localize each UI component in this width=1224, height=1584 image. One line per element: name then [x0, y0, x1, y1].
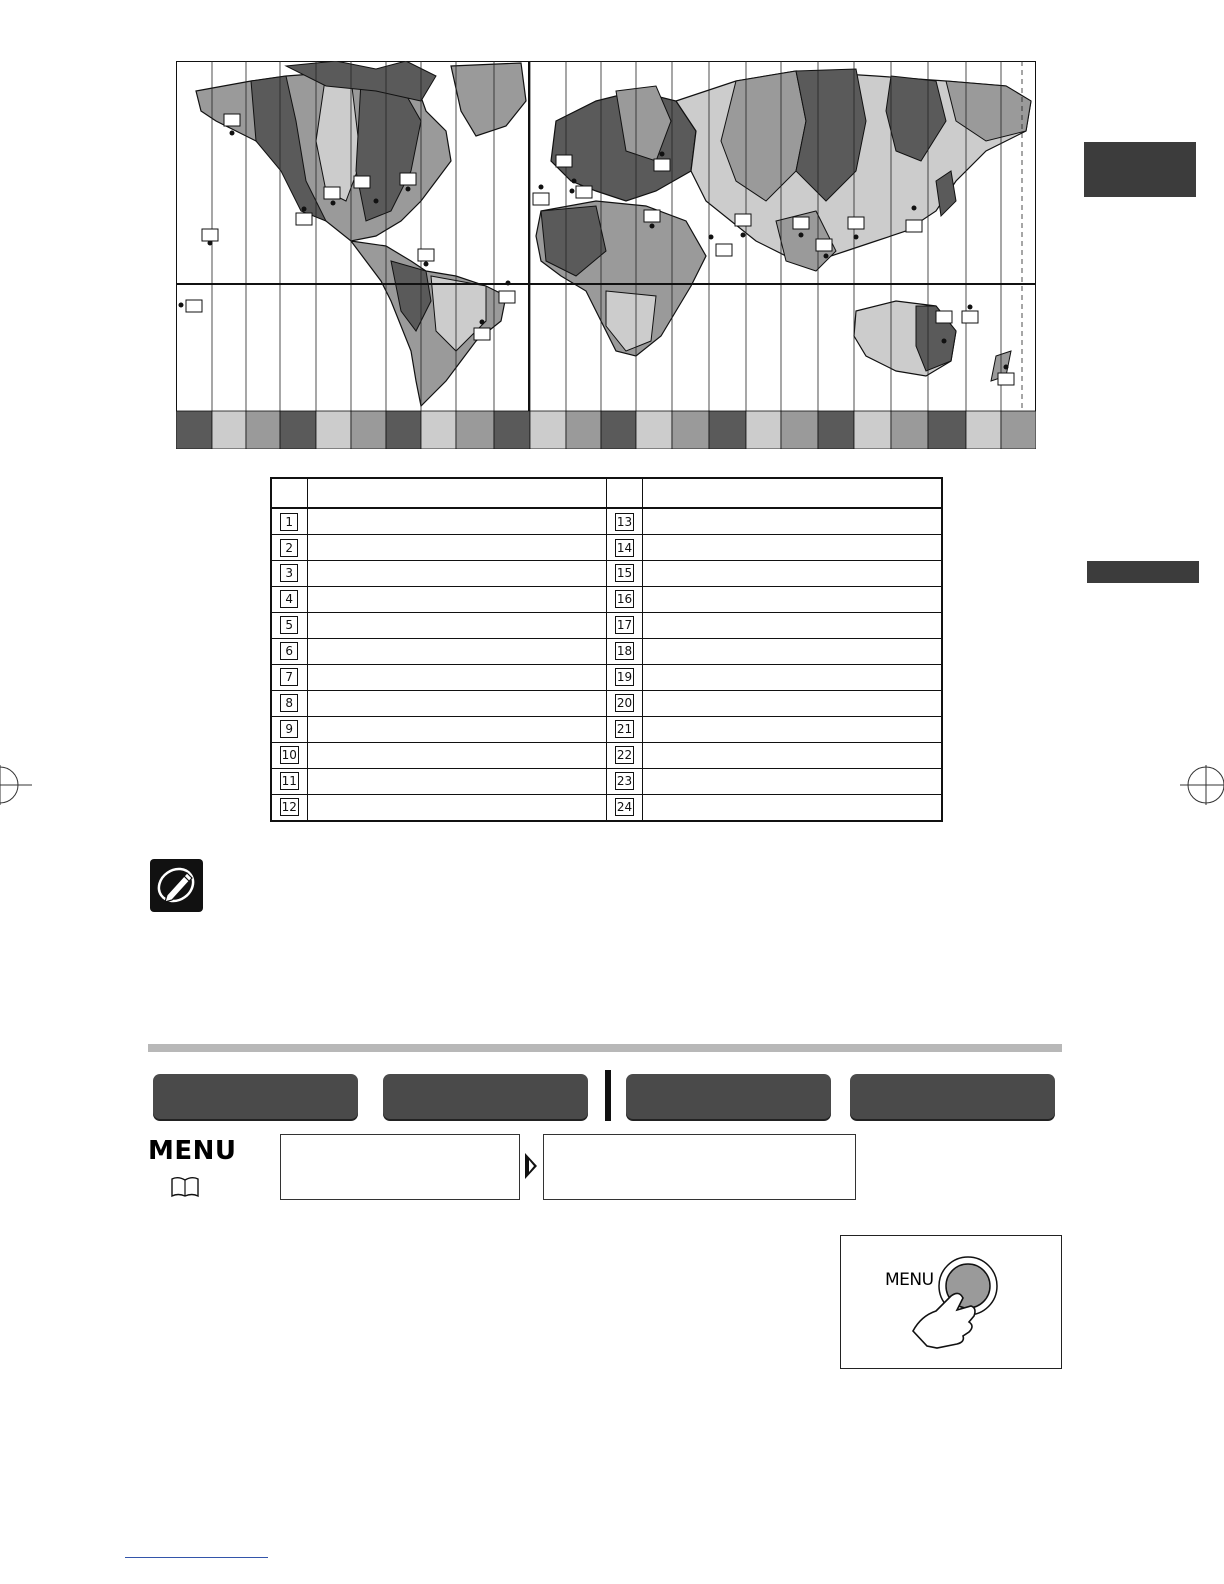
city-cell	[307, 612, 607, 638]
table-row	[271, 612, 942, 638]
section-tab	[1087, 561, 1199, 583]
mode-button-2	[383, 1074, 588, 1119]
zone-number-cell	[271, 664, 307, 690]
world-time-zone-map	[176, 61, 1036, 449]
menu-path-box-1	[280, 1134, 520, 1200]
city-cell	[307, 716, 607, 742]
zone-number-cell	[607, 664, 643, 690]
zone-number: 10	[281, 748, 297, 763]
mode-button-3	[626, 1074, 831, 1119]
zone-number-cell	[271, 794, 307, 821]
table-row	[271, 716, 942, 742]
mode-button-1	[153, 1074, 358, 1119]
city-cell	[643, 535, 943, 561]
zone-number-cell	[607, 586, 643, 612]
header-cell	[607, 478, 643, 508]
zone-number-cell	[271, 690, 307, 716]
city-cell	[643, 742, 943, 768]
city-cell	[643, 638, 943, 664]
menu-button-label: MENU	[885, 1270, 934, 1290]
table-row	[271, 508, 942, 535]
crosshair-icon	[1180, 765, 1224, 805]
zone-number-cell	[607, 612, 643, 638]
zone-number: 16	[616, 592, 633, 607]
book-reference-icon	[170, 1176, 200, 1198]
menu-button-illustration	[840, 1235, 1062, 1369]
zone-number-cell	[271, 535, 307, 561]
finger-press-icon	[841, 1236, 1061, 1368]
zone-number: 13	[616, 514, 633, 529]
zone-number: 17	[616, 618, 633, 633]
zone-number-cell	[271, 716, 307, 742]
zone-number-cell	[271, 508, 307, 535]
menu-label: MENU	[148, 1136, 237, 1166]
footer-link-rule	[125, 1557, 268, 1558]
menu-path-box-2	[543, 1134, 856, 1200]
city-cell	[307, 535, 607, 561]
table-row	[271, 664, 942, 690]
table-row	[271, 638, 942, 664]
section-divider	[148, 1044, 1062, 1052]
zone-number-cell	[607, 794, 643, 821]
zone-number-cell	[271, 612, 307, 638]
table-row	[271, 794, 942, 821]
zone-number: 7	[280, 668, 298, 686]
table-row	[271, 535, 942, 561]
city-cell	[307, 742, 607, 768]
city-cell	[643, 664, 943, 690]
city-cell	[643, 690, 943, 716]
zone-number-cell	[271, 638, 307, 664]
zone-number: 5	[280, 616, 298, 634]
zone-number: 4	[280, 590, 298, 608]
city-cell	[643, 612, 943, 638]
zone-number: 15	[616, 566, 633, 581]
city-cell	[643, 508, 943, 535]
crosshair-icon	[0, 765, 32, 805]
zone-number: 24	[616, 800, 633, 815]
zone-number: 23	[616, 774, 633, 789]
zone-number: 22	[616, 748, 633, 763]
zone-number-cell	[607, 690, 643, 716]
header-cell	[643, 478, 943, 508]
table-row	[271, 561, 942, 587]
zone-number-cell	[271, 768, 307, 794]
zone-number-cell	[271, 561, 307, 587]
city-cell	[643, 561, 943, 587]
city-cell	[307, 508, 607, 535]
mode-button-4	[850, 1074, 1055, 1119]
zone-number: 12	[281, 800, 297, 815]
city-cell	[643, 768, 943, 794]
zone-number-cell	[607, 716, 643, 742]
header-cell	[271, 478, 307, 508]
zone-number: 21	[616, 722, 633, 737]
zone-number: 11	[281, 774, 297, 789]
zone-number: 8	[280, 694, 298, 712]
mode-divider	[605, 1070, 611, 1121]
city-cell	[307, 768, 607, 794]
header-cell	[307, 478, 607, 508]
zone-number-cell	[607, 638, 643, 664]
city-cell	[307, 561, 607, 587]
city-cell	[307, 638, 607, 664]
zone-number-cell	[607, 535, 643, 561]
table-row	[271, 742, 942, 768]
city-cell	[307, 794, 607, 821]
zone-number: 18	[616, 644, 633, 659]
zone-number-cell	[607, 508, 643, 535]
table-header-row	[271, 478, 942, 508]
zone-number: 14	[616, 540, 633, 555]
zone-number: 1	[280, 513, 298, 531]
zone-number: 20	[616, 696, 633, 711]
zone-number: 2	[280, 539, 298, 557]
zone-number-cell	[607, 768, 643, 794]
zone-number-cell	[271, 742, 307, 768]
time-zone-table-body	[271, 508, 942, 821]
chapter-tab	[1084, 142, 1196, 197]
city-cell	[307, 664, 607, 690]
city-cell	[307, 690, 607, 716]
zone-number: 6	[280, 642, 298, 660]
city-cell	[643, 716, 943, 742]
city-cell	[643, 586, 943, 612]
pencil-note-icon	[150, 859, 203, 912]
table-row	[271, 586, 942, 612]
zone-number-cell	[607, 742, 643, 768]
city-cell	[307, 586, 607, 612]
zone-number: 19	[616, 670, 633, 685]
zone-number-cell	[607, 561, 643, 587]
triangle-right-icon	[522, 1150, 540, 1182]
zone-number-cell	[271, 586, 307, 612]
zone-number: 9	[280, 720, 298, 738]
table-row	[271, 768, 942, 794]
zone-number: 3	[280, 564, 298, 582]
table-row	[271, 690, 942, 716]
time-zone-table	[270, 477, 943, 822]
city-cell	[643, 794, 943, 821]
